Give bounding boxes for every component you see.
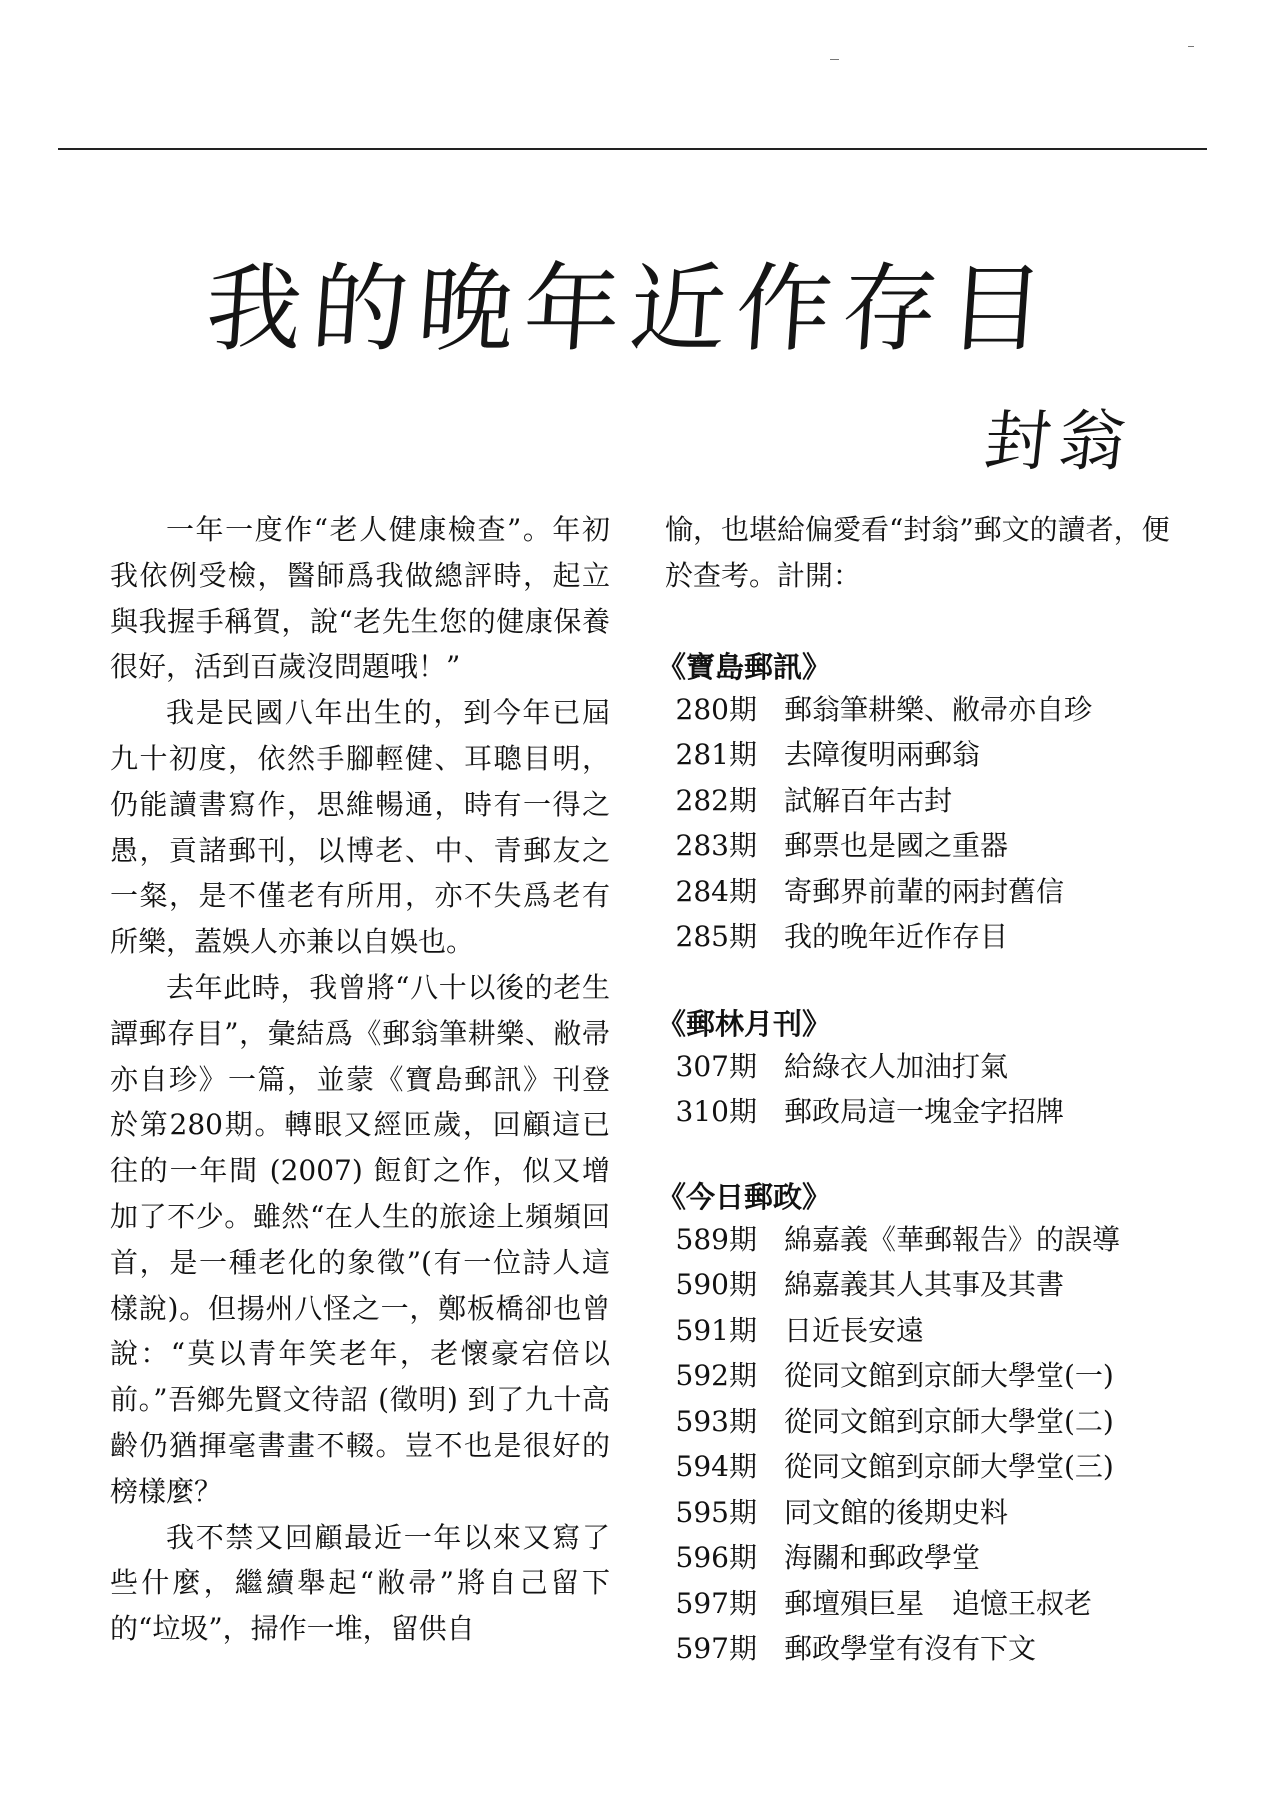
issue-number: 590期 <box>675 1268 757 1302</box>
article-title: 從同文館到京師大學堂(二) <box>784 1404 1114 1438</box>
article-title: 試解百年古封 <box>784 783 953 817</box>
paragraph: 我不禁又回顧最近一年以來又寫了些什麼，繼續舉起“敝帚”將自己留下的“垃圾”，掃作一堆，留供自 <box>110 1520 610 1646</box>
section-heading: 《郵林月刊》 <box>657 1006 832 1041</box>
list-item <box>665 1626 1175 1672</box>
list-item <box>665 1262 1175 1308</box>
article-title: 日近長安遠 <box>784 1313 925 1347</box>
paragraph: 一年一度作“老人健康檢查”。年初我依例受檢，醫師爲我做總評時，起立與我握手稱賀，說“老先生您的健康保養很好，活到百歲沒問題哦！” <box>110 513 610 684</box>
issue-number: 310期 <box>675 1095 757 1129</box>
article-title: 寄郵界前輩的兩封舊信 <box>784 874 1065 908</box>
top-rule <box>58 148 1207 150</box>
issue-number: 594期 <box>675 1450 757 1484</box>
section-heading: 《寶島郵訊》 <box>657 649 832 684</box>
article-title: 從同文館到京師大學堂(三) <box>784 1450 1114 1484</box>
article-title: 給綠衣人加油打氣 <box>784 1049 1009 1083</box>
article-title: 綿嘉義其人其事及其書 <box>784 1268 1065 1302</box>
issue-number: 283期 <box>675 829 757 863</box>
list-item <box>665 1217 1175 1263</box>
list-intro: 愉，也堪給偏愛看“封翁”郵文的讀者，便於查考。計開： <box>665 513 1170 592</box>
paragraph: 去年此時，我曾將“八十以後的老生譚郵存目”，彙結爲《郵翁筆耕樂、敝帚亦自珍》一篇，並蒙《寶島郵訊》刊登於第280期。轉眼又經匝歲，回顧這已往的一年間 (2007) 餖飣之作，似又增加了不少。雖然“在人生的旅途上頻頻回首，是一種老化的象徵”(有一位詩人這樣說)。但揚州八怪之一，鄭板橋卻也曾說：“莫以青年笑老年，老懷豪宕倍以前。”吾鄉先賢文待詔 (徵明) 到了九十高齡仍猶揮毫書畫不輟。豈不也是很好的榜樣麼？ <box>110 970 610 1508</box>
page-title: 我的晚年近作存目 <box>202 253 1058 365</box>
article-title: 郵票也是國之重器 <box>784 829 1009 863</box>
list-item <box>665 687 1175 733</box>
right-column <box>657 507 1175 1672</box>
issue-number: 589期 <box>675 1222 757 1256</box>
article-title: 郵翁筆耕樂、敝帚亦自珍 <box>784 692 1093 726</box>
article-title: 郵政局這一塊金字招牌 <box>784 1095 1065 1129</box>
issue-number: 307期 <box>675 1049 757 1083</box>
list-item <box>665 1353 1175 1399</box>
list-item <box>665 869 1175 915</box>
list-item <box>665 778 1175 824</box>
issue-number: 282期 <box>675 783 757 817</box>
list-item <box>665 1089 1175 1135</box>
section-jinri <box>657 1177 1175 1672</box>
scan-speck <box>830 59 839 60</box>
issue-number: 593期 <box>675 1404 757 1438</box>
issue-number: 596期 <box>675 1541 757 1575</box>
issue-number: 597期 <box>675 1586 757 1620</box>
list-item <box>665 1444 1175 1490</box>
list-item <box>665 1399 1175 1445</box>
article-title: 我的晚年近作存目 <box>784 920 1009 954</box>
issue-number: 284期 <box>675 874 757 908</box>
article-title: 去障復明兩郵翁 <box>784 738 981 772</box>
article-title: 海關和郵政學堂 <box>784 1541 981 1575</box>
list-item <box>665 1535 1175 1581</box>
list-item <box>665 1490 1175 1536</box>
article-title: 郵政學堂有沒有下文 <box>784 1632 1037 1666</box>
section-baodao <box>657 647 1175 960</box>
list-item <box>665 914 1175 960</box>
left-column <box>110 507 610 1652</box>
issue-number: 597期 <box>675 1632 757 1666</box>
article-title: 從同文館到京師大學堂(一) <box>784 1359 1114 1393</box>
issue-number: 281期 <box>675 738 757 772</box>
list-item <box>665 732 1175 778</box>
issue-number: 280期 <box>675 692 757 726</box>
scan-speck <box>1188 46 1194 47</box>
issue-number: 595期 <box>675 1495 757 1529</box>
issue-number: 592期 <box>675 1359 757 1393</box>
section-youlin <box>657 1004 1175 1135</box>
issue-number: 285期 <box>675 920 757 954</box>
article-title: 綿嘉義《華郵報告》的誤導 <box>784 1222 1121 1256</box>
list-item <box>665 1581 1175 1627</box>
issue-number: 591期 <box>675 1313 757 1347</box>
list-item <box>665 1044 1175 1090</box>
section-heading: 《今日郵政》 <box>657 1179 832 1214</box>
article-title: 郵壇殞巨星 追憶王叔老 <box>784 1586 1093 1620</box>
paragraph: 我是民國八年出生的，到今年已屆九十初度，依然手腳輕健、耳聰目明，仍能讀書寫作，思維暢通，時有一得之愚，貢諸郵刊，以博老、中、青郵友之一粲，是不僅老有所用，亦不失爲老有所樂，蓋娛人亦兼以自娛也。 <box>110 696 610 959</box>
author-signature: 封翁 <box>981 403 1138 480</box>
article-title: 同文館的後期史料 <box>784 1495 1009 1529</box>
list-item <box>665 823 1175 869</box>
list-item <box>665 1308 1175 1354</box>
